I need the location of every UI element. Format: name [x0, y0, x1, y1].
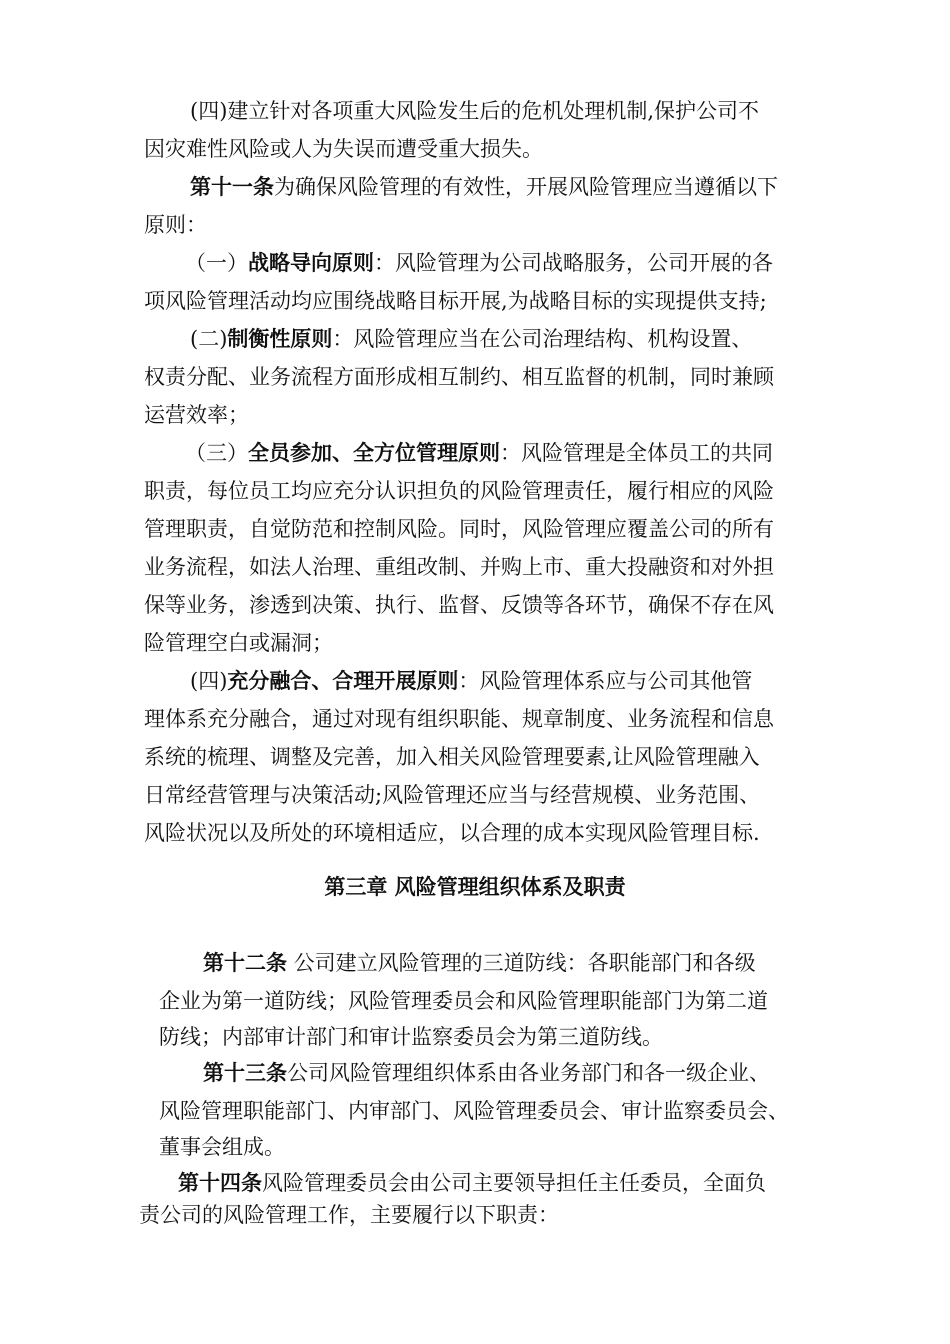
article-number: 第十三条 [203, 1061, 287, 1085]
principle-title: 全员参加、全方位管理原则 [248, 441, 500, 465]
article-number: 第十二条 [203, 951, 287, 975]
text-line: 风险管理职能部门、内审部门、风险管理委员会、审计监察委员会、 [159, 1099, 789, 1123]
text-line: 防线；内部审计部门和审计监察委员会为第三道防线。 [159, 1025, 663, 1049]
text-line: 理体系充分融合，通过对现有组织职能、规章制度、业务流程和信息 [144, 707, 774, 731]
text-line: 企业为第一道防线；风险管理委员会和风险管理职能部门为第二道 [159, 989, 768, 1013]
principle-title: 充分融合、合理开展原则 [227, 669, 459, 693]
chapter-title: 第三章 风险管理组织体系及职责 [324, 875, 626, 899]
principle-2-line: (二)制衡性原则：风险管理应当在公司治理结构、机构设置、 [190, 327, 753, 351]
text-line: 风险状况以及所处的环境相适应，以合理的成本实现风险管理目标. [144, 821, 760, 845]
text-line: 责公司的风险管理工作，主要履行以下职责： [139, 1203, 559, 1227]
text-line: 项风险管理活动均应围绕战略目标开展,为战略目标的实现提供支持; [144, 289, 767, 313]
article-14-line: 第十四条风险管理委员会由公司主要领导担任主任委员，全面负 [178, 1171, 766, 1195]
text-line: 因灾难性风险或人为失误而遭受重大损失。 [144, 137, 543, 161]
principle-4-line: (四)充分融合、合理开展原则：风险管理体系应与公司其他管 [190, 669, 753, 693]
text-line: 保等业务，渗透到决策、执行、监督、反馈等各环节，确保不存在风 [144, 593, 774, 617]
text-line: 险管理空白或漏洞； [144, 631, 333, 655]
article-11-line: 第十一条为确保风险管理的有效性，开展风险管理应当遵循以下 [190, 175, 778, 199]
principle-title: 战略导向原则 [248, 251, 374, 275]
principle-3-line: （三）全员参加、全方位管理原则：风险管理是全体员工的共同 [185, 441, 773, 465]
article-13-line: 第十三条公司风险管理组织体系由各业务部门和各一级企业、 [203, 1061, 770, 1085]
text-line: 系统的梳理、调整及完善，加入相关风险管理要素,让风险管理融入 [144, 745, 760, 769]
article-number: 第十四条 [178, 1171, 262, 1195]
article-number: 第十一条 [190, 175, 274, 199]
principle-1-line: （一）战略导向原则：风险管理为公司战略服务，公司开展的各 [185, 251, 773, 275]
text-line: 运营效率； [144, 403, 249, 427]
text-line: 管理职责，自觉防范和控制风险。同时，风险管理应覆盖公司的所有 [144, 517, 774, 541]
text-line: 日常经营管理与决策活动;风险管理还应当与经营规模、业务范围、 [144, 783, 761, 807]
text-line: (四)建立针对各项重大风险发生后的危机处理机制,保护公司不 [190, 99, 760, 123]
text-line: 职责，每位员工均应充分认识担负的风险管理责任，履行相应的风险 [144, 479, 774, 503]
text-line: 原则： [144, 213, 207, 237]
article-12-line: 第十二条 公司建立风险管理的三道防线：各职能部门和各级 [203, 951, 756, 975]
text-line: 业务流程，如法人治理、重组改制、并购上市、重大投融资和对外担 [144, 555, 774, 579]
text-line: 权责分配、业务流程方面形成相互制约、相互监督的机制，同时兼顾 [144, 365, 774, 389]
principle-title: 制衡性原则 [227, 327, 333, 351]
text-line: 董事会组成。 [159, 1135, 285, 1159]
